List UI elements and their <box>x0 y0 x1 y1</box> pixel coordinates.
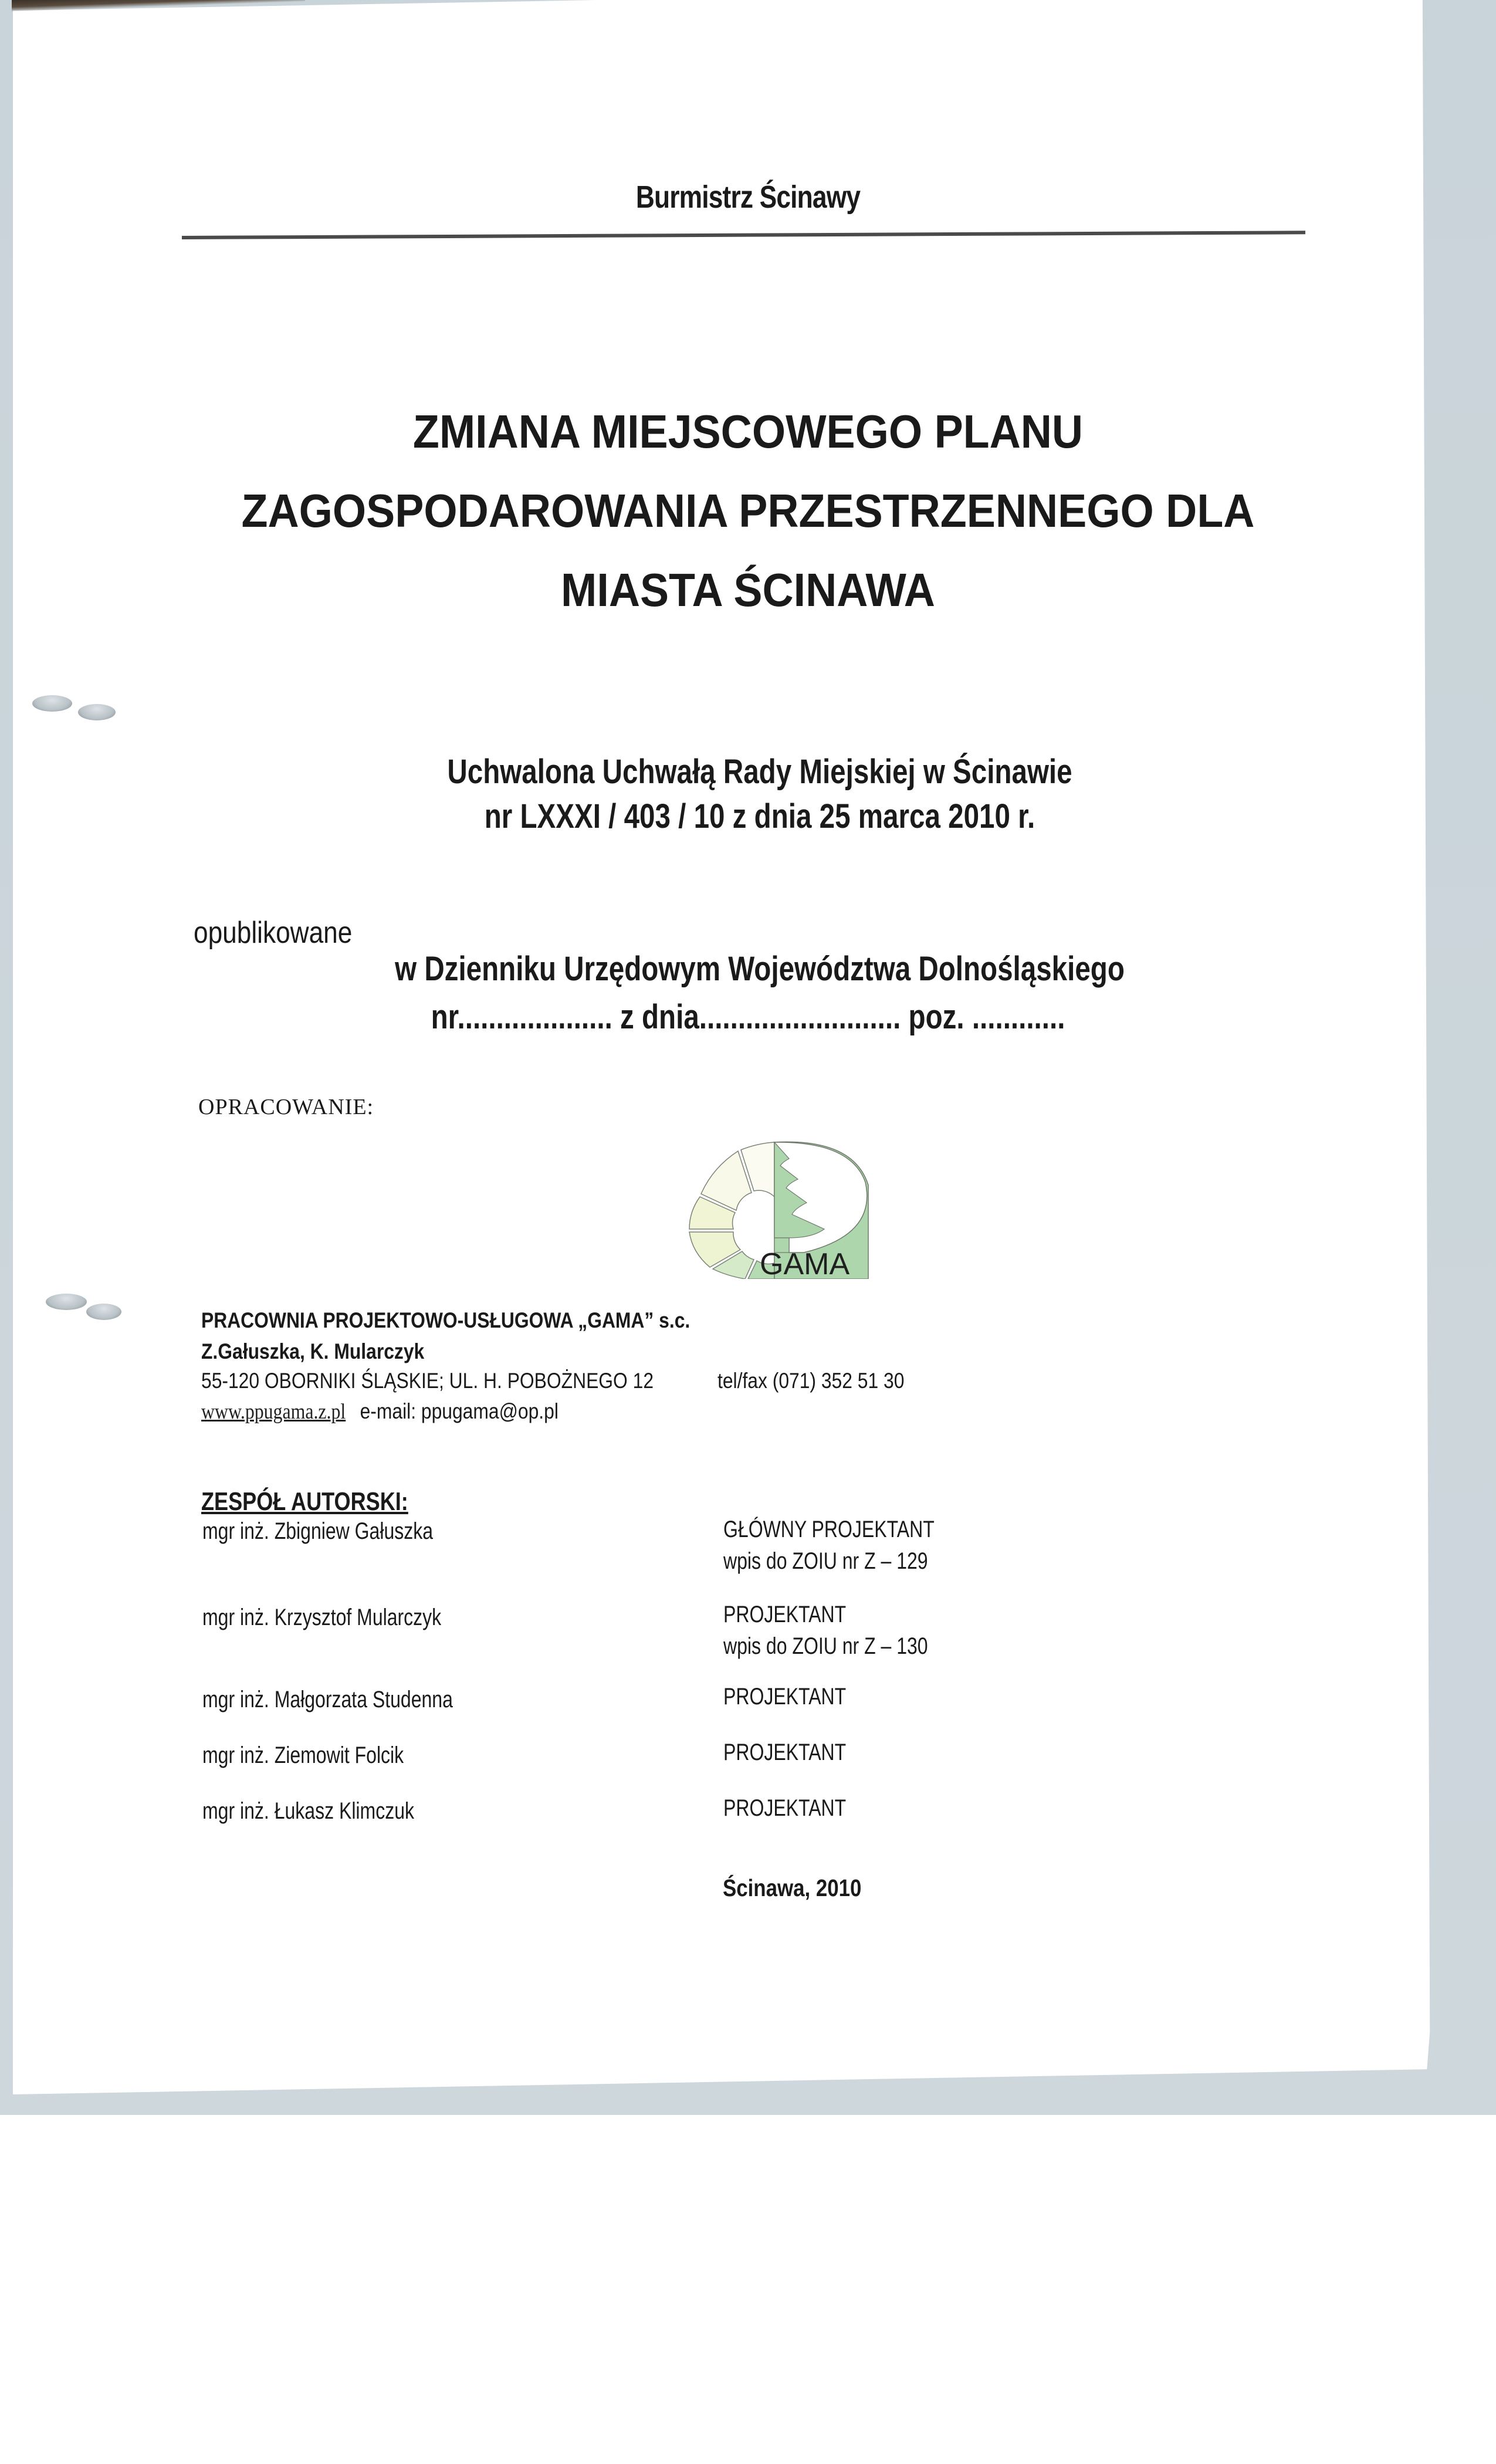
firm-email: e-mail: ppugama@op.pl <box>360 1399 559 1423</box>
role-registration: wpis do ZOIU nr Z – 129 <box>723 1548 928 1574</box>
place-and-year: Ścinawa, 2010 <box>723 1874 862 1901</box>
document-title-line-3: MIASTA ŚCINAWA <box>561 564 935 616</box>
punch-hole-icon <box>78 704 116 720</box>
team-member-name: mgr inż. Krzysztof Mularczyk <box>202 1605 442 1630</box>
team-member-name: mgr inż. Ziemowit Folcik <box>202 1742 404 1768</box>
firm-address: 55-120 OBORNIKI ŚLĄSKIE; UL. H. POBOŻNEGO 12 <box>201 1369 654 1393</box>
team-member-name: mgr inż. Łukasz Klimczuk <box>202 1798 414 1824</box>
journal-name: w Dzienniku Urzędowym Województwa Dolnośląskiego <box>395 950 1125 988</box>
published-label: opublikowane <box>194 916 353 950</box>
publication-details: nr.................... z dnia.......................... poz. ............ <box>431 998 1065 1036</box>
firm-name: PRACOWNIA PROJEKTOWO-USŁUGOWA „GAMA” s.c. <box>201 1308 691 1332</box>
document-page <box>13 0 1474 2094</box>
punch-hole-icon <box>86 1304 121 1320</box>
role-title: GŁÓWNY PROJEKTANT <box>723 1517 935 1542</box>
team-heading: ZESPÓŁ AUTORSKI: <box>201 1487 408 1516</box>
team-member-name: mgr inż. Zbigniew Gałuszka <box>202 1518 434 1544</box>
team-member-name: mgr inż. Małgorzata Studenna <box>202 1687 453 1712</box>
role-title: PROJEKTANT <box>723 1602 847 1627</box>
firm-phone: tel/fax (071) 352 51 30 <box>717 1369 905 1393</box>
firm-owners: Z.Gałuszka, K. Mularczyk <box>201 1339 425 1363</box>
team-member-role: PROJEKTANT <box>723 1684 847 1710</box>
team-member-role <box>723 1514 935 1577</box>
punch-hole-icon <box>46 1294 87 1310</box>
role-registration: wpis do ZOIU nr Z – 130 <box>723 1633 928 1659</box>
logo-text: GAMA <box>760 1247 850 1279</box>
firm-website-link[interactable]: www.ppugama.z.pl <box>201 1400 346 1424</box>
document-title-line-2: ZAGOSPODAROWANIA PRZESTRZENNEGO DLA <box>241 485 1255 537</box>
preparation-label: OPRACOWANIE: <box>198 1095 374 1119</box>
resolution-line-1: Uchwalona Uchwałą Rady Miejskiej w Ścinawie <box>447 753 1072 791</box>
gama-logo <box>683 1135 874 1279</box>
team-member-role: PROJEKTANT <box>723 1739 847 1765</box>
resolution-line-2: nr LXXXI / 403 / 10 z dnia 25 marca 2010 r. <box>484 797 1035 835</box>
document-title-line-1: ZMIANA MIEJSCOWEGO PLANU <box>412 405 1084 458</box>
issuer-title: Burmistrz Ścinawy <box>635 180 861 215</box>
team-member-role <box>723 1599 928 1662</box>
team-member-role: PROJEKTANT <box>723 1795 847 1821</box>
punch-hole-icon <box>32 695 72 712</box>
firm-contact-line <box>201 1399 559 1424</box>
